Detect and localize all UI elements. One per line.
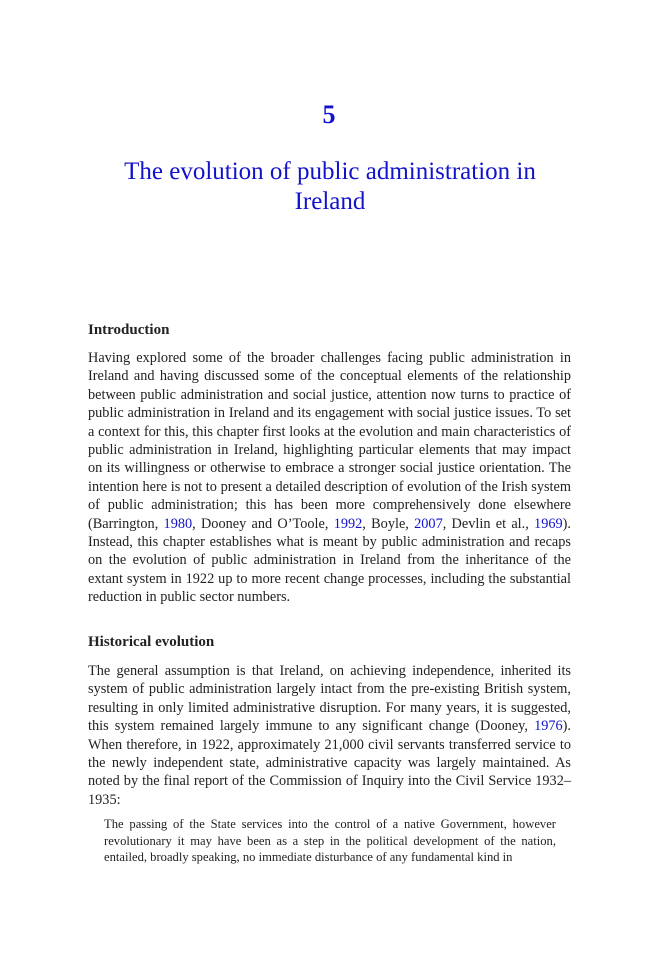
- chapter-title: The evolution of public administration in Ireland: [124, 158, 536, 215]
- citation-link-devlin[interactable]: 1969: [534, 515, 563, 532]
- chapter-number: 5: [322, 100, 336, 129]
- paragraph-text: , Boyle,: [362, 515, 415, 532]
- paragraph-text: ). When therefore, in 1922, approximately 21,000 civil servants transferred service to the newly independent state, administrative capacity was largely maintained. As noted by the final report of the Commission of Inquiry into the Civil Service 1932–1935:: [88, 718, 571, 808]
- introduction-paragraph: [88, 349, 571, 607]
- block-quote: The passing of the State services into the control of a native Government, however revolutionary it may have been as a step in the political development of the nation, entailed, broadly speaking, no immediate disturbance of any fundamental kind in: [104, 817, 556, 864]
- citation-link-dooney-otoole[interactable]: 1992: [333, 515, 363, 532]
- paragraph-text: ). Instead, this chapter establishes what is meant by public administration and recaps on the evolution of public administration in Ireland from the inheritance of the extant system in 1922 up to more recent change processes, including the substantial reduction in public sector numbers.: [88, 515, 571, 606]
- section-heading-introduction: Introduction: [88, 322, 170, 338]
- historical-paragraph: [88, 662, 571, 809]
- paragraph-text: Having explored some of the broader challenges facing public administration in Ireland and having discussed some of the conceptual elements of the relationship between public administration and social justice, attention now turns to practice of public administration in Ireland and its engagement with social justice issues. To set a context for this, this chapter first looks at the evolution and main characteristics of public administration in Ireland, highlighting particular elements that may impact on its willingness or otherwise to embrace a stronger social justice orientation. The intention here is not to present a detailed description of evolution of the Irish system of public administration; this has been more comprehensively done elsewhere (Barrington,: [88, 350, 571, 532]
- citation-link-dooney[interactable]: 1976: [534, 718, 563, 735]
- citation-link-barrington[interactable]: 1980: [163, 515, 193, 532]
- citation-link-boyle[interactable]: 2007: [414, 515, 443, 532]
- paragraph-text: The general assumption is that Ireland, on achieving independence, inherited its system of public administration largely intact from the pre-existing British system, resulting in only limited administrative disruption. For many years, it is suggested, this system remained largely immune to any significant change (Dooney,: [88, 663, 571, 735]
- section-heading-historical-evolution: Historical evolution: [88, 634, 215, 650]
- paragraph-text: , Dooney and O’Toole,: [192, 515, 334, 532]
- paragraph-text: , Devlin et al.,: [442, 515, 535, 532]
